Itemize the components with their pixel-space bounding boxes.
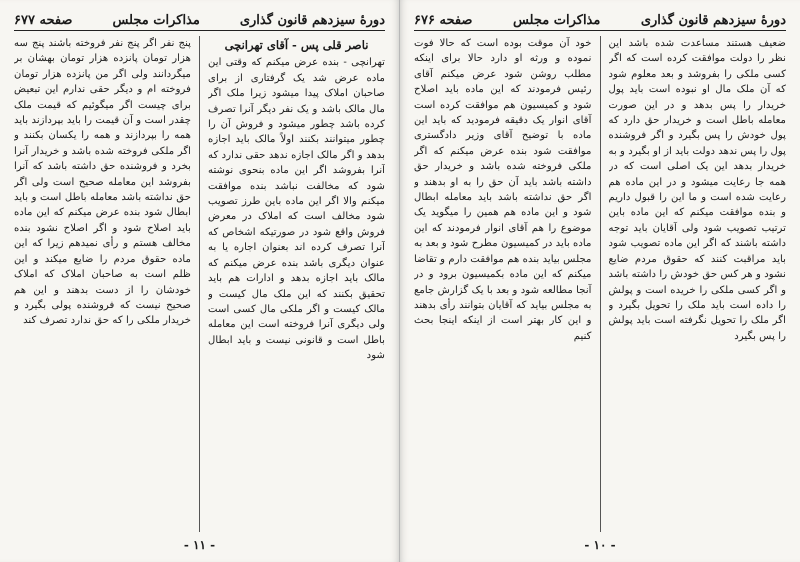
header-page-label: صفحه ۶۷۶	[414, 12, 473, 28]
column-divider	[199, 36, 200, 532]
column-text: خود آن موقت بوده است که حالا فوت نموده و ورثه او دارد حالا برای اینکه مطلب روشن شود عرض میکنم آقای رئیس فرمودند که این ماده باید اصلاح شود و کمیسیون هم موافقت کرده است آقای انوار یک دقیقه فرمودید که باید این ماده با توضیح آقای وزیر دادگستری موافقت شود بنده عرض میکنم که اگر ملکی فروخته شده باشد و خریدار حق داشته باشد باید آن حق را به او بدهند و اگر حق نداشته باشد باید معامله ابطال شود و این ماده هم همین را میگوید یک موضوع را هم آقای انوار فرمودند که این ماده باید در کمیسیون مطرح شود و بعد به مجلس بیاید بنده هم موافقت دارم و تقاضا میکنم که این ماده بکمیسیون برود و در آنجا مطالعه شود و بعد با یک گزارش جامع به مجلس بیاید که آقایان بتوانند رأی بدهند و این کار بهتر است از اینکه اینجا بحث کنیم	[414, 38, 592, 342]
header-title: مذاکرات مجلس	[512, 12, 601, 28]
page-header	[14, 10, 385, 31]
column-left	[414, 36, 592, 532]
page-folio: - ۱۱ -	[183, 538, 216, 552]
text-columns	[14, 36, 385, 532]
page-folio: - ۱۰ -	[584, 538, 616, 552]
speaker-heading: ناصر قلی پس - آقای تهرانچی	[224, 38, 369, 52]
page-676	[400, 0, 800, 562]
column-text: ضعیف هستند مساعدت شده باشد این نظر را دولت موافقت کرده است که اگر کسی ملکی را بفروشد و بعد معلوم شود که آن ملک مال او نبوده است باید پول خریدار را پس بدهد و در این صورت معامله باطل است و خریدار حق دارد که پول خودش را پس بگیرد و اگر فروشنده پول را پس ندهد دولت باید از او بگیرد و به خریدار بدهد این یک اصلی است که در همه جا رعایت میشود و در این ماده هم رعایت شده است و ما این را قبول داریم و بنده موافقت میکنم که این ماده باین ترتیب تصویب شود ولی آقایان باید توجه داشته باشند که اگر این ماده تصویب شود باید مراقبت کنند که حقوق مردم ضایع نشود و هر کس حق خودش را داشته باشد و اگر کسی ملکی را خریده است و پولش را داده است باید ملک را تحویل بگیرد و اگر ملک را تحویل نگرفته است باید پولش را پس بگیرد	[608, 38, 786, 342]
header-page-label: صفحه ۶۷۷	[14, 12, 73, 28]
column-divider	[600, 36, 601, 532]
column-text: تهرانچی - بنده عرض میکنم که وقتی این ماده عرض شد یک گرفتاری از برای صاحبان املاک پیدا میشود زیرا ملک اگر مال مالک باشد و یک نفر دیگر آنرا تصرف کرده باشد چطور میشود و فروش آن را چطور میتوانند بکنند اولاً مالک باید اجازه بدهد و اگر مالک اجازه ندهد حقی ندارد که آنرا بفروشد اگر این ماده بنحوی نوشته شود که مخالفت نباشد بنده موافقت میکنم والا اگر این ماده باین طرز تصویب شود مخالف است که املاک در معرض فروش واقع شود در صورتیکه اشخاص که آنرا تصرف کرده اند بعنوان اجاره یا به عنوان دیگری باشد بنده عرض میکنم که مالک باید اجازه بدهد و ادارات هم باید تحقیق بکنند که این ملک مال کیست و مالک کیست و اگر ملکی مال کسی است ولی دیگری آنرا فروخته است این معامله باطل است و قانونی نیست و باید ابطال شود	[208, 57, 385, 362]
column-text: پنج نفر اگر پنج نفر فروخته باشند پنج سه هزار تومان پانزده هزار تومان بهشان بر میگردانند ولی اگر من پانزده هزار تومان فروخته ام و دیگر حقی ندارم این تبعیض برای چیست اگر میگوئیم که قیمت ملک چقدر است و آن قیمت را باید بپردازند باید همه را بپردازند و همه را یکسان بکنند و اگر ملکی فروخته شده باشد و خریدار آنرا بخرد و فروشنده حق داشته باشد که آنرا بفروشد این معامله صحیح است ولی اگر حق نداشته باشد معامله باطل است و باید ابطال شود بنده عرض میکنم که این ماده باید اصلاح شود و اگر اصلاح نشود بنده مخالف هستم و رأی نمیدهم زیرا که این ماده حقوق مردم را ضایع میکند و این ظلم است به صاحبان املاک که املاک خودشان را از دست بدهند و این هم صحیح نیست که فروشنده پولی بگیرد و خریدار ملکی را که حق ندارد تصرف کند	[14, 38, 191, 327]
header-session: دورهٔ سیزدهم قانون گذاری	[239, 12, 385, 28]
header-title: مذاکرات مجلس	[112, 12, 200, 28]
page-header	[414, 10, 786, 31]
column-left	[14, 36, 191, 532]
text-columns	[414, 36, 786, 532]
column-right	[609, 36, 787, 532]
column-right	[208, 36, 385, 532]
header-session: دورهٔ سیزدهم قانون گذاری	[640, 12, 786, 28]
